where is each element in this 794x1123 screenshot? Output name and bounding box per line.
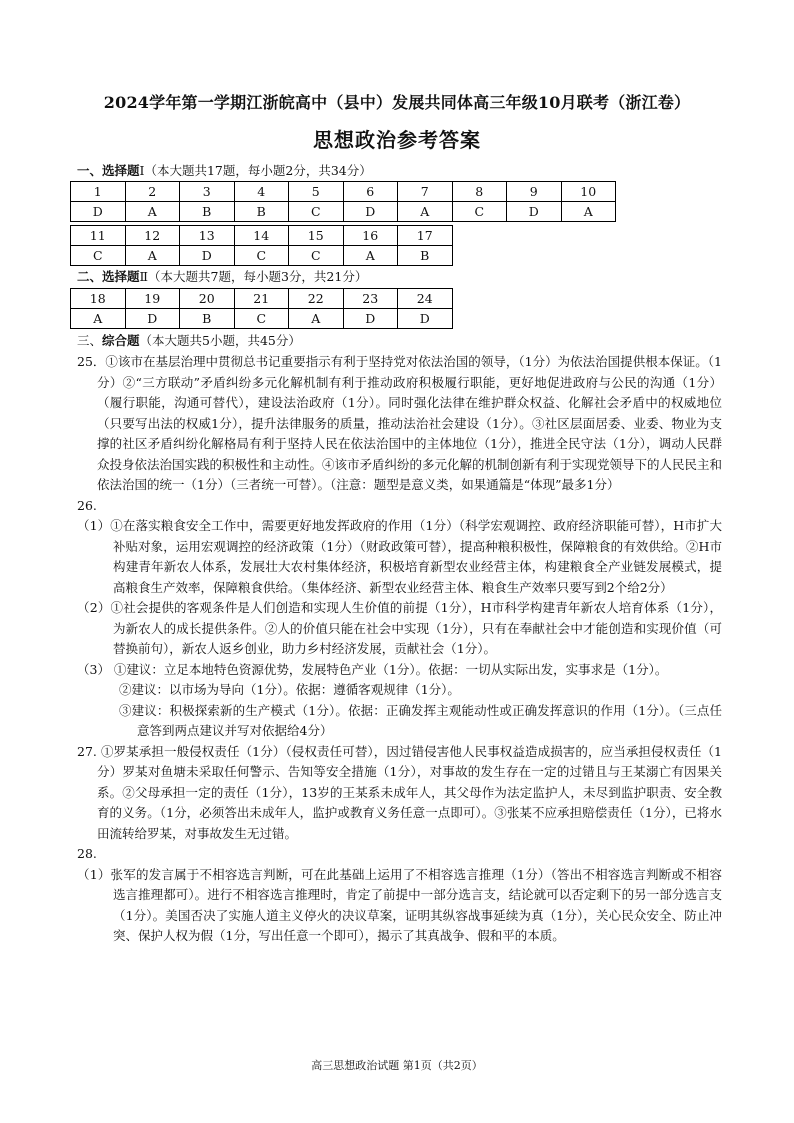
question-number: 13 [180, 226, 235, 246]
answer-letter: A [71, 309, 126, 329]
answer-letter: C [452, 202, 507, 222]
question-number: 2 [125, 182, 180, 202]
exam-title: 2024学年第一学期江浙皖高中（县中）发展共同体高三年级10月联考（浙江卷） [103, 93, 691, 112]
answer-letter: C [289, 202, 344, 222]
answer-letter: B [234, 202, 289, 222]
table-row [71, 226, 453, 246]
section3-number: 三、 [77, 333, 103, 348]
section3-note: （本大题共5小题，共45分） [139, 333, 301, 348]
answer-letter: D [507, 202, 562, 222]
section1-table-a [70, 181, 616, 222]
question-number: 14 [234, 226, 289, 246]
answer-q26-part2: （2）①社会提供的客观条件是人们创造和实现人生价值的前提（1分），H市科学构建青年新农人培育体系（1分），为新农人的成长提供条件。②人的价值只能在社会中实现（1分），只有在奉献社会中才能创造和实现价值（可替换前句），新农人返乡创业，助力乡村经济发展，贡献社会（1分）。 [77, 600, 722, 656]
answer-q26-part3-c: ③建议：积极探索新的生产模式（1分）。依据：正确发挥主观能动性或正确发挥意识的作用（1分）。（三点任意答到两点建议并写对依据给4分） [119, 702, 722, 738]
answer-q26-part1: （1）①在落实粮食安全工作中，需要更好地发挥政府的作用（1分）（科学宏观调控、政府经济职能可替），H市扩大补贴对象，运用宏观调控的经济政策（1分）（财政政策可替），提高种粮积极性，保障粮食的有效供给。②H市构建青年新农人体系，发展壮大农村集体经济，积极培育新型农业经营主体，构建粮食全产业链发展模式，提高粮食生产效率，保障粮食供给。（集体经济、新型农业经营主体、粮食生产效率只要写到2个给2分） [77, 518, 722, 595]
question-number: 22 [289, 289, 344, 309]
question-number: 3 [180, 182, 235, 202]
section1-label: 一、选择题 [77, 163, 140, 178]
question-number: 9 [507, 182, 562, 202]
answer-q27: 27. ①罗某承担一般侵权责任（1分）（侵权责任可替），因过错侵害他人民事权益造成损害的，应当承担侵权责任（1分）罗某对鱼塘未采取任何警示、告知等安全措施（1分），对事故的发生存在一定的过错且与王某溺亡有因果关系。②父母承担一定的责任（1分），13岁的王某系未成年人，其父母作为法定监护人，未尽到监护职责、安全教育的义务。（1分，必须答出未成年人，监护或教育义务任意一点即可）。③张某不应承担赔偿责任（1分），已将水田流转给罗某，对事故发生无过错。 [77, 743, 722, 841]
question-number: 7 [398, 182, 453, 202]
table-row [71, 182, 616, 202]
answer-letter: B [180, 202, 235, 222]
section2-table [70, 288, 453, 329]
section1-table-b [70, 225, 453, 266]
answer-letter: B [180, 309, 235, 329]
question-number: 15 [289, 226, 344, 246]
question-number: 18 [71, 289, 126, 309]
answer-letter: C [71, 246, 126, 266]
section2-heading [77, 268, 367, 286]
answers-body [77, 352, 722, 947]
section2-label: 二、选择题 [77, 269, 140, 284]
answer-letter: A [125, 246, 180, 266]
answer-q26-number: 26. [77, 497, 97, 513]
section3-label: 综合题 [102, 333, 140, 348]
section3-heading [77, 332, 301, 350]
question-number: 17 [398, 226, 453, 246]
answer-q28-part1: （1）张军的发言属于不相容选言判断，可在此基础上运用了不相容选言推理（1分）（答出不相容选言判断或不相容选言推理都可）。进行不相容选言推理时，肯定了前提中一部分选言支，结论就可以否定剩下的另一部分选言支（1分）。美国否决了实施人道主义停火的决议草案，证明其纵容战事延续为真（1分），关心民众安全、防止冲突、保护人权为假（1分，写出任意一个即可），揭示了其真战争、假和平的本质。 [77, 866, 722, 943]
question-number: 12 [125, 226, 180, 246]
answer-letter: A [125, 202, 180, 222]
question-number: 6 [343, 182, 398, 202]
answer-letter: D [398, 309, 453, 329]
answer-letter: D [71, 202, 126, 222]
question-number: 4 [234, 182, 289, 202]
question-number: 19 [125, 289, 180, 309]
answer-letter: A [398, 202, 453, 222]
answer-letter: C [234, 246, 289, 266]
page-title: 思想政治参考答案 [313, 128, 481, 152]
question-number: 5 [289, 182, 344, 202]
question-number: 24 [398, 289, 453, 309]
question-number: 10 [561, 182, 616, 202]
section1-note: Ⅰ（本大题共17题，每小题2分，共34分） [139, 163, 372, 178]
table-row [71, 246, 453, 266]
answer-letter: D [343, 202, 398, 222]
table-row [71, 202, 616, 222]
answer-letter: A [343, 246, 398, 266]
answer-q26-part3-b: ②建议：以市场为导向（1分）。依据：遵循客观规律（1分）。 [119, 682, 460, 697]
answer-q26-part3-a: （3） ①建议：立足本地特色资源优势，发展特色产业（1分）。依据：一切从实际出发，实事求是（1分）。 [77, 661, 668, 677]
answer-letter: D [343, 309, 398, 329]
table-row [71, 289, 453, 309]
question-number: 21 [234, 289, 289, 309]
answer-q28-number: 28. [77, 846, 97, 861]
question-number: 16 [343, 226, 398, 246]
answer-letter: D [180, 246, 235, 266]
question-number: 1 [71, 182, 126, 202]
answer-q25: 25．①该市在基层治理中贯彻总书记重要指示有利于坚持党对依法治国的领导，（1分）为依法治国提供根本保证。（1分）②“三方联动”矛盾纠纷多元化解机制有利于推动政府积极履行职能，更好地促进政府与公民的沟通（1分）（履行职能，沟通可替代），建设法治政府（1分）。同时强化法律在维护群众权益、化解社会矛盾中的权威地位（只要写出法的权威1分），提升法律服务的质量，推动法治社会建设（1分）。③社区层面居委、业委、物业为支撑的社区矛盾纠纷化解格局有利于坚持人民在依法治国中的主体地位（1分），推进全民守法（1分），调动人民群众投身依法治国实践的积极性和主动性。④该市矛盾纠纷的多元化解的机制创新有利于实现党领导下的人民民主和依法治国的统一（1分）（三者统一可替）。（注意：题型是意义类，如果通篇是“体现”最多1分） [77, 354, 723, 492]
answer-letter: C [289, 246, 344, 266]
answer-letter: B [398, 246, 453, 266]
question-number: 20 [180, 289, 235, 309]
section2-note: Ⅱ（本大题共7题，每小题3分，共21分） [139, 269, 368, 284]
question-number: 8 [452, 182, 507, 202]
answer-letter: A [289, 309, 344, 329]
question-number: 23 [343, 289, 398, 309]
answer-letter: D [125, 309, 180, 329]
answer-letter: A [561, 202, 616, 222]
page-footer: 高三思想政治试题 第1页（共2页） [311, 1059, 483, 1072]
question-number: 11 [71, 226, 126, 246]
table-row [71, 309, 453, 329]
answer-letter: C [234, 309, 289, 329]
section1-heading [77, 162, 372, 180]
